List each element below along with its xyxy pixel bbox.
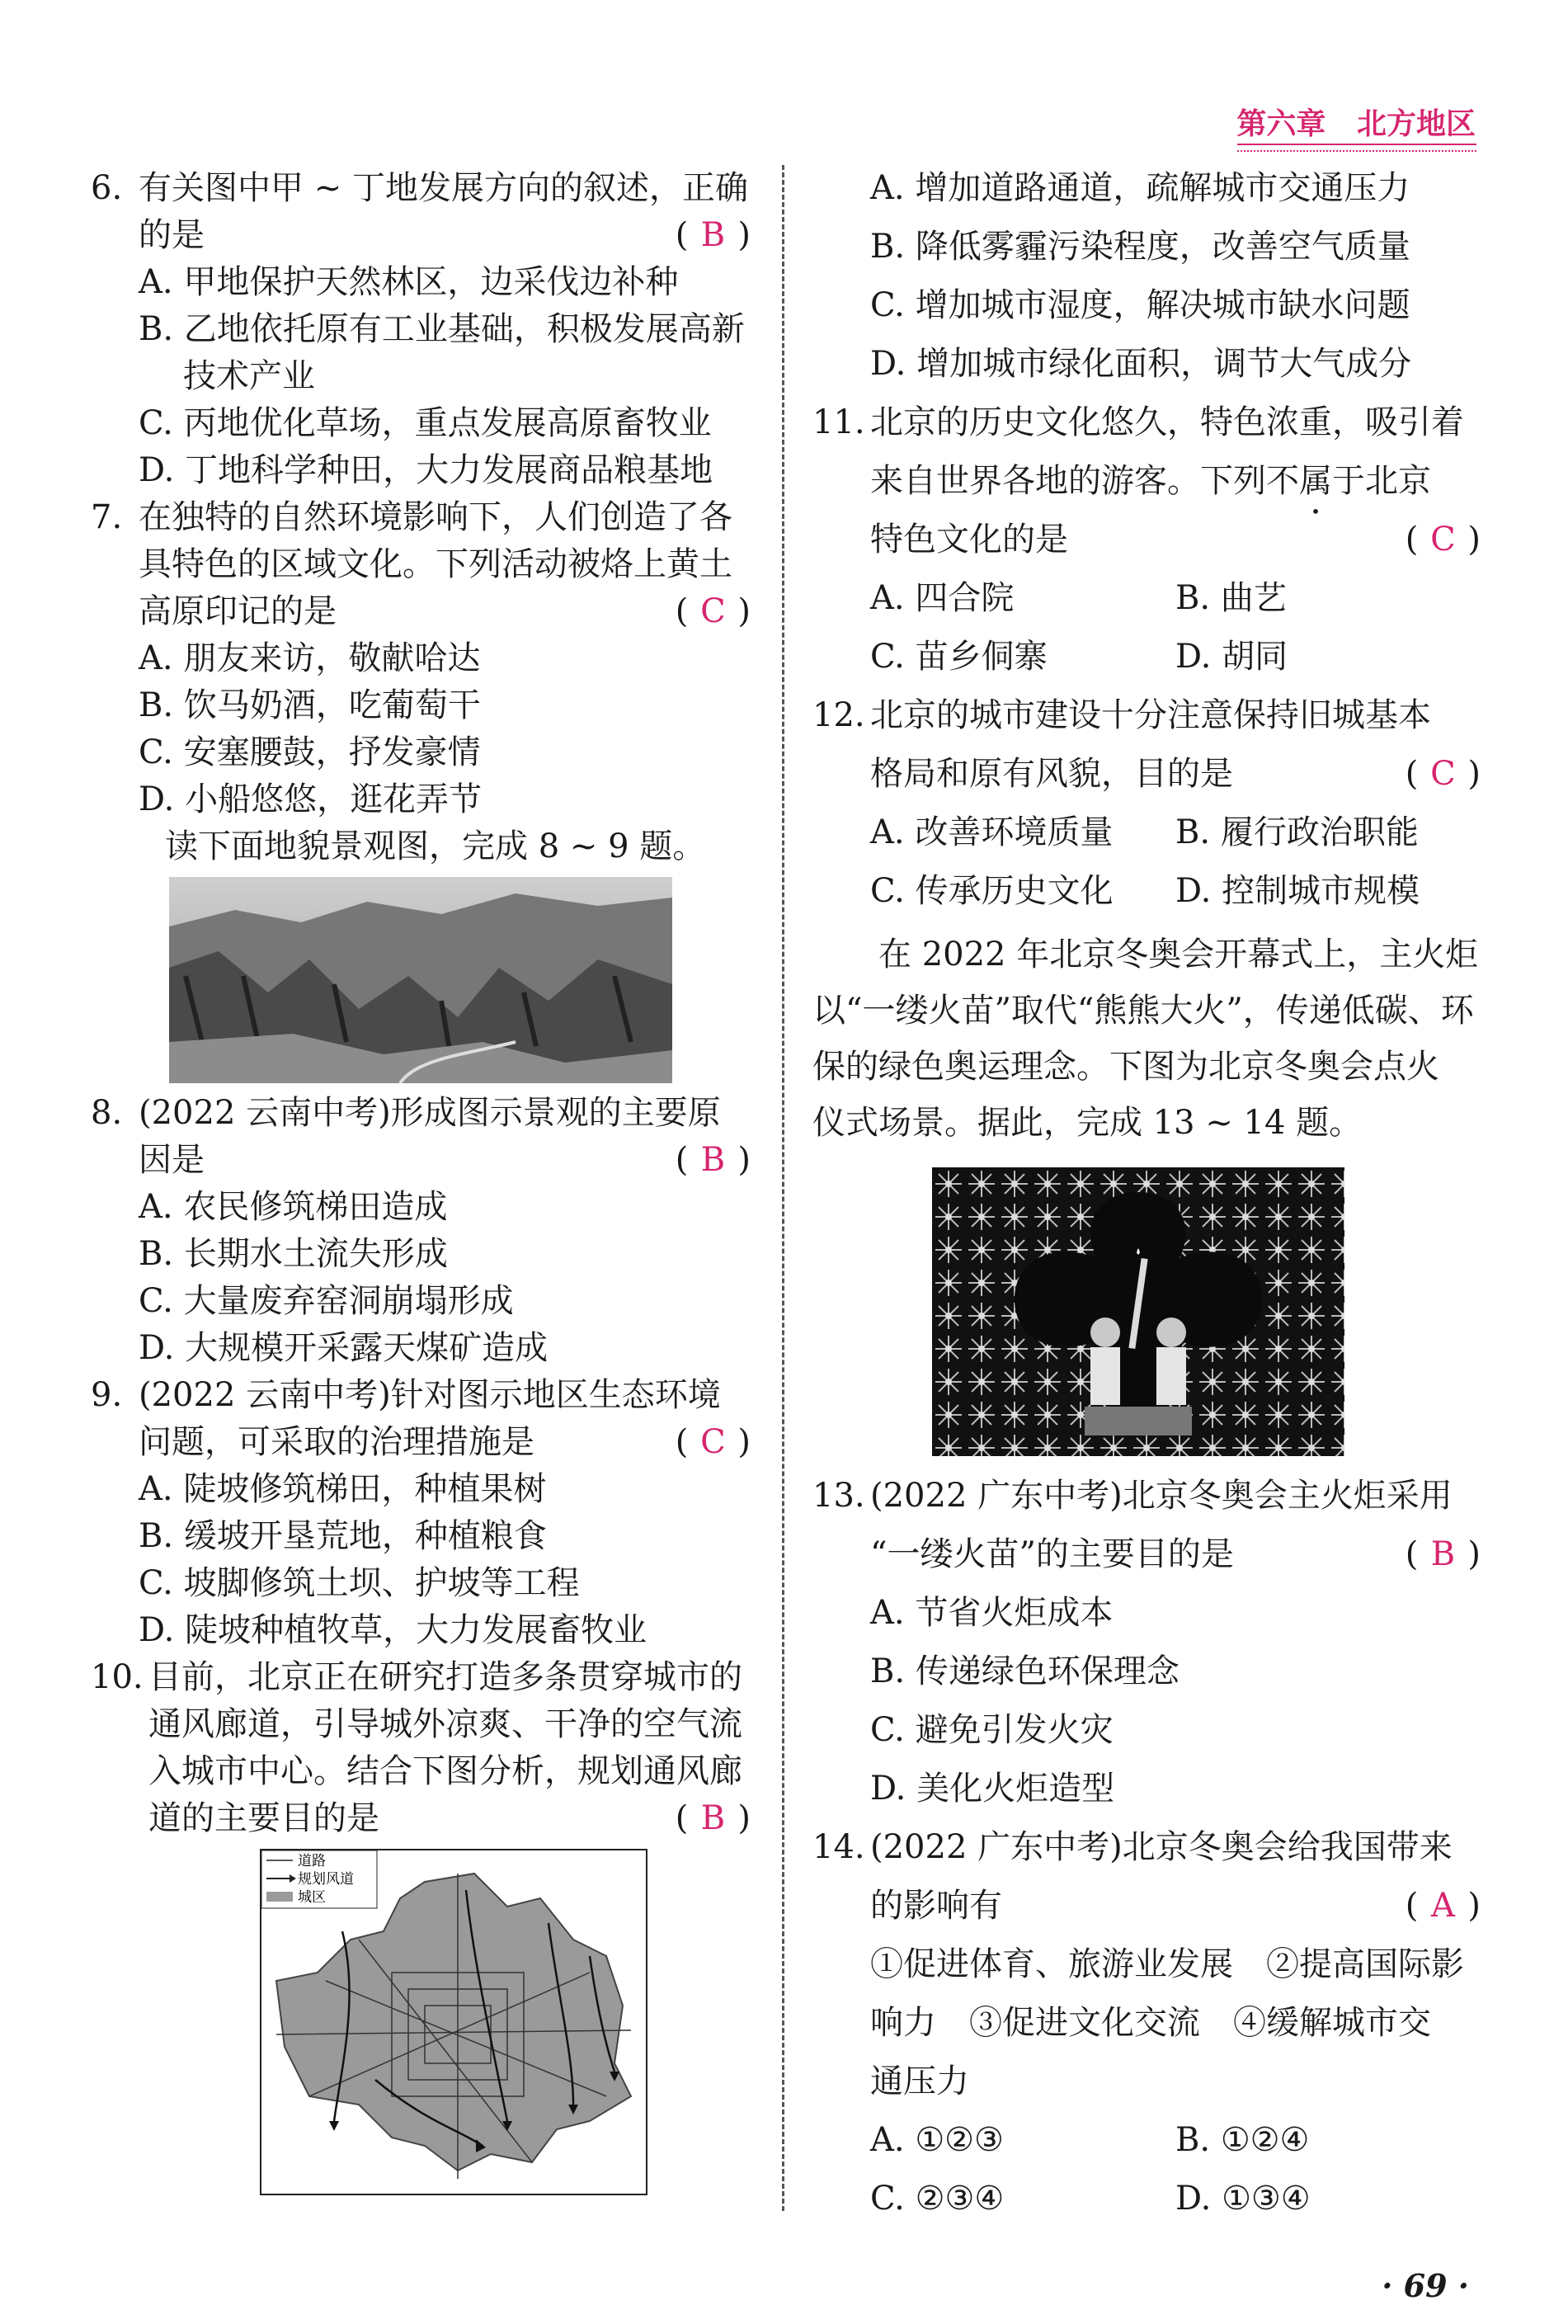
question-number: 9. xyxy=(91,1376,123,1414)
option-b-cont: 技术产业 xyxy=(183,357,315,395)
answer-value: C xyxy=(1430,755,1456,793)
question-stem: 通风廊道，引导城外凉爽、干净的空气流 xyxy=(148,1705,742,1743)
question-9 xyxy=(91,1372,751,1654)
question-stem: 格局和原有风貌，目的是 ( C ) xyxy=(812,751,1481,798)
question-number: 8. xyxy=(91,1094,123,1132)
option-c: C. 大量废弃窑洞崩塌形成 xyxy=(139,1282,514,1320)
question-stem: (2022 云南中考)针对图示地区生态环境 xyxy=(139,1376,721,1414)
question-stem: (2022 广东中考)北京冬奥会主火炬采用 xyxy=(870,1477,1453,1515)
answer-bracket: ( B ) xyxy=(676,1137,751,1184)
option-a: A. 朋友来访，敬献哈达 xyxy=(139,639,481,677)
legend-city: 城区 xyxy=(298,1889,326,1906)
option-b: B. 长期水土流失形成 xyxy=(139,1235,448,1273)
question-stem: 道的主要目的是 ( B ) xyxy=(91,1795,751,1842)
option-d: D. 大规模开采露天煤矿造成 xyxy=(139,1329,549,1367)
header-underline xyxy=(1237,144,1476,152)
answer-bracket: ( C ) xyxy=(1406,516,1481,563)
option-d: D. 美化火炬造型 xyxy=(870,1770,1115,1808)
question-stem: 问题，可采取的治理措施是 ( C ) xyxy=(91,1419,751,1466)
question-stem: “一缕火苗”的主要目的是 ( B ) xyxy=(812,1531,1481,1578)
option-d: D. 小船悠悠，逛花弄节 xyxy=(139,780,483,818)
question-11 xyxy=(812,399,1481,681)
option-c: C. 苗乡侗寨 xyxy=(870,638,1048,676)
option-c: C. ②③④ xyxy=(870,2180,1005,2218)
intro-13-14: 在 2022 年北京冬奥会开幕式上，主火炬 以“一缕火苗”取代“熊熊大火”，传递低碳、环 保的绿色奥运理念。下图为北京冬奥会点火 仪式场景。据此，完成 13 ~ 14 题。 xyxy=(812,936,1479,1142)
question-stem: 因是 ( B ) xyxy=(91,1137,751,1184)
question-14 xyxy=(812,1824,1481,2223)
section-label: 北方地区 xyxy=(1356,107,1476,141)
option-c: C. 避免引发火灾 xyxy=(870,1711,1114,1749)
column-divider xyxy=(782,165,784,2211)
answer-value: C xyxy=(700,592,726,630)
option-a: A. 节省火炬成本 xyxy=(870,1594,1114,1632)
option-a: A. 增加道路通道，疏解城市交通压力 xyxy=(870,169,1410,207)
question-stem: 来自世界各地的游客。下列不属于北京 xyxy=(870,462,1431,500)
question-10-options xyxy=(812,165,1481,388)
wind-corridor-map xyxy=(260,1849,647,2195)
option-d: D. 增加城市绿化面积，调节大气成分 xyxy=(870,345,1412,383)
question-stem: 在独特的自然环境影响下，人们创造了各 xyxy=(139,498,732,536)
question-stem: 目前，北京正在研究打造多条贯穿城市的 xyxy=(148,1658,742,1696)
option-a: A. 四合院 xyxy=(870,579,1015,617)
items-line: 通压力 xyxy=(870,2062,969,2100)
items-line: 响力 ③促进文化交流 ④缓解城市交 xyxy=(870,2004,1431,2042)
question-7 xyxy=(91,494,751,823)
option-a: A. 农民修筑梯田造成 xyxy=(139,1188,448,1226)
option-b: B. 传递绿色环保理念 xyxy=(870,1652,1180,1690)
option-b: B. 履行政治职能 xyxy=(1175,813,1419,851)
answer-value: B xyxy=(700,1141,726,1179)
answer-value: C xyxy=(1430,521,1456,559)
option-a: A. 改善环境质量 xyxy=(870,813,1114,851)
option-b: B. 缓坡开垦荒地，种植粮食 xyxy=(139,1517,547,1555)
question-stem: 北京的历史文化悠久，特色浓重，吸引着 xyxy=(870,403,1464,441)
answer-bracket: ( B ) xyxy=(676,212,751,259)
question-number: 12. xyxy=(812,696,865,734)
answer-bracket: ( C ) xyxy=(676,588,751,635)
option-d: D. 丁地科学种田，大力发展商品粮基地 xyxy=(139,451,713,489)
page-number: · 69 · xyxy=(1382,2267,1469,2304)
options-row xyxy=(812,575,1481,622)
answer-bracket: ( C ) xyxy=(676,1419,751,1466)
option-c: C. 丙地优化草场，重点发展高原畜牧业 xyxy=(139,404,712,442)
question-stem: 入城市中心。结合下图分析，规划通风廊 xyxy=(148,1752,742,1790)
options-row xyxy=(812,634,1481,681)
option-d: D. ①③④ xyxy=(1175,2180,1311,2218)
answer-bracket: ( B ) xyxy=(676,1795,751,1842)
question-stem: 有关图中甲 ~ 丁地发展方向的叙述，正确 xyxy=(139,169,748,207)
answer-value: C xyxy=(700,1423,726,1461)
option-a: A. ①②③ xyxy=(870,2121,1004,2159)
loess-landscape-photo xyxy=(169,877,672,1083)
legend-road: 道路 xyxy=(298,1853,326,1869)
answer-value: A xyxy=(1430,1887,1455,1925)
option-b: B. 曲艺 xyxy=(1175,579,1287,617)
question-stem: 的是 ( B ) xyxy=(91,212,751,259)
option-a: A. 陡坡修筑梯田，种植果树 xyxy=(139,1470,547,1508)
option-d: D. 控制城市规模 xyxy=(1175,872,1420,910)
option-b: B. 乙地依托原有工业基础，积极发展高新 xyxy=(139,310,745,348)
question-stem: 的影响有 ( A ) xyxy=(812,1883,1481,1930)
option-c: C. 坡脚修筑土坝、护坡等工程 xyxy=(139,1564,580,1602)
answer-bracket: ( B ) xyxy=(1406,1531,1481,1578)
intro-8-9: 读下面地貌景观图，完成 8 ~ 9 题。 xyxy=(165,827,706,865)
question-6 xyxy=(91,165,751,494)
option-c: C. 安塞腰鼓，抒发豪情 xyxy=(139,733,481,771)
question-number: 6. xyxy=(91,169,123,207)
option-c: C. 增加城市湿度，解决城市缺水问题 xyxy=(870,286,1410,324)
question-stem: (2022 云南中考)形成图示景观的主要原 xyxy=(139,1094,721,1132)
options-row xyxy=(812,2117,1481,2164)
option-c: C. 传承历史文化 xyxy=(870,872,1114,910)
answer-value: B xyxy=(1430,1535,1456,1573)
option-b: B. ①②④ xyxy=(1175,2121,1310,2159)
right-column xyxy=(812,165,1481,2223)
question-number: 7. xyxy=(91,498,123,536)
answer-value: B xyxy=(700,1799,726,1837)
answer-bracket: ( C ) xyxy=(1406,751,1481,798)
items-line: ①促进体育、旅游业发展 ②提高国际影 xyxy=(870,1945,1464,1983)
emphasis-dots: 不属于 xyxy=(1266,462,1365,500)
question-10 xyxy=(91,1654,751,2195)
chapter-label: 第六章 xyxy=(1236,107,1326,141)
olympic-torch-photo xyxy=(932,1167,1344,1456)
question-8 xyxy=(91,1090,751,1372)
question-stem: 具特色的区域文化。下列活动被烙上黄土 xyxy=(139,545,732,583)
question-number: 11. xyxy=(812,403,865,441)
chapter-header xyxy=(1236,101,1476,143)
legend-city-symbol xyxy=(266,1892,293,1902)
question-stem: 特色文化的是 ( C ) xyxy=(812,516,1481,563)
answer-value: B xyxy=(700,216,726,254)
answer-bracket: ( A ) xyxy=(1406,1883,1481,1930)
left-column xyxy=(91,165,751,2202)
question-stem: 北京的城市建设十分注意保持旧城基本 xyxy=(870,696,1431,734)
question-stem: (2022 广东中考)北京冬奥会给我国带来 xyxy=(870,1828,1453,1866)
legend-wind: 规划风道 xyxy=(298,1871,354,1888)
question-number: 14. xyxy=(812,1828,865,1866)
options-row xyxy=(812,809,1481,856)
option-b: B. 降低雾霾污染程度，改善空气质量 xyxy=(870,228,1410,266)
question-number: 13. xyxy=(812,1477,865,1515)
option-d: D. 陡坡种植牧草，大力发展畜牧业 xyxy=(139,1611,647,1649)
question-12 xyxy=(812,692,1481,915)
option-a: A. 甲地保护天然林区，边采伐边补种 xyxy=(139,263,679,301)
question-13 xyxy=(812,1473,1481,1813)
question-number: 10. xyxy=(91,1658,144,1696)
options-row xyxy=(812,2176,1481,2223)
option-d: D. 胡同 xyxy=(1175,638,1288,676)
option-b: B. 饮马奶酒，吃葡萄干 xyxy=(139,686,481,724)
options-row xyxy=(812,868,1481,915)
question-stem: 高原印记的是 ( C ) xyxy=(91,588,751,635)
